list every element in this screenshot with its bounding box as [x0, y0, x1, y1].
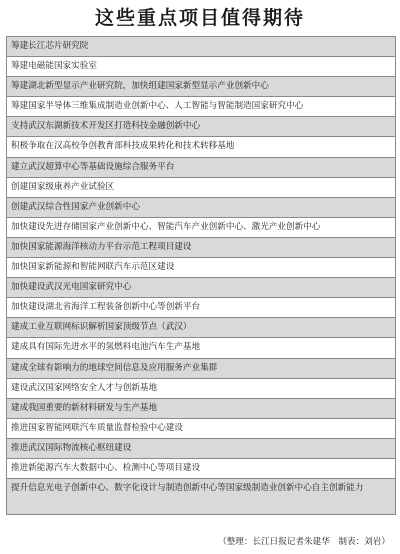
table-row: 筹建电磁能国家实验室	[7, 57, 395, 77]
table-row: 建成工业互联网标识解析国家顶级节点（武汉）	[7, 318, 395, 338]
project-table	[6, 36, 396, 515]
table-row: 筹建长江芯片研究院	[7, 37, 395, 57]
table-row: 推进新能源汽车大数据中心、检测中心等项目建设	[7, 459, 395, 479]
table-row: 推进武汉国际物流核心枢纽建设	[7, 439, 395, 459]
table-row: 建成我国重要的新材料研发与生产基地	[7, 399, 395, 419]
table-row: 创建武汉综合性国家产业创新中心	[7, 198, 395, 218]
table-row: 建立武汉超算中心等基础设施综合服务平台	[7, 158, 395, 178]
table-row: 筹建国家半导体三维集成制造业创新中心、人工智能与智能制造国家研究中心	[7, 97, 395, 117]
table-row: 加快国家新能源和智能网联汽车示范区建设	[7, 258, 395, 278]
table-row: 积极争取在汉高校争创教育部科技成果转化和技术转移基地	[7, 137, 395, 157]
table-row: 提升信息光电子创新中心、数字化设计与制造创新中心等国家级制造业创新中心自主创新能力	[7, 479, 395, 515]
table-row: 加快建设湖北省海洋工程装备创新中心等创新平台	[7, 298, 395, 318]
table-row: 支持武汉东湖新技术开发区打造科技金融创新中心	[7, 117, 395, 137]
table-row: 建成全球有影响力的地球空间信息及应用服务产业集群	[7, 359, 395, 379]
table-row: 创建国家级康养产业试验区	[7, 178, 395, 198]
table-row: 加快建设武汉光电国家研究中心	[7, 278, 395, 298]
table-row: 筹建湖北新型显示产业研究院，加快组建国家新型显示产业创新中心	[7, 77, 395, 97]
table-row: 加快建设先进存储国家产业创新中心、智能汽车产业创新中心、激光产业创新中心	[7, 218, 395, 238]
page-title: 这些重点项目值得期待	[94, 7, 305, 29]
table-row: 建设武汉国家网络安全人才与创新基地	[7, 379, 395, 399]
credit-line: （整理：长江日报记者朱建华 制表：刘岩）	[218, 537, 390, 547]
table-row: 推进国家智能网联汽车质量监督检验中心建设	[7, 419, 395, 439]
table-row: 加快国家能源海洋核动力平台示范工程项目建设	[7, 238, 395, 258]
table-row: 建成具有国际先进水平的氢燃料电池汽车生产基地	[7, 338, 395, 358]
